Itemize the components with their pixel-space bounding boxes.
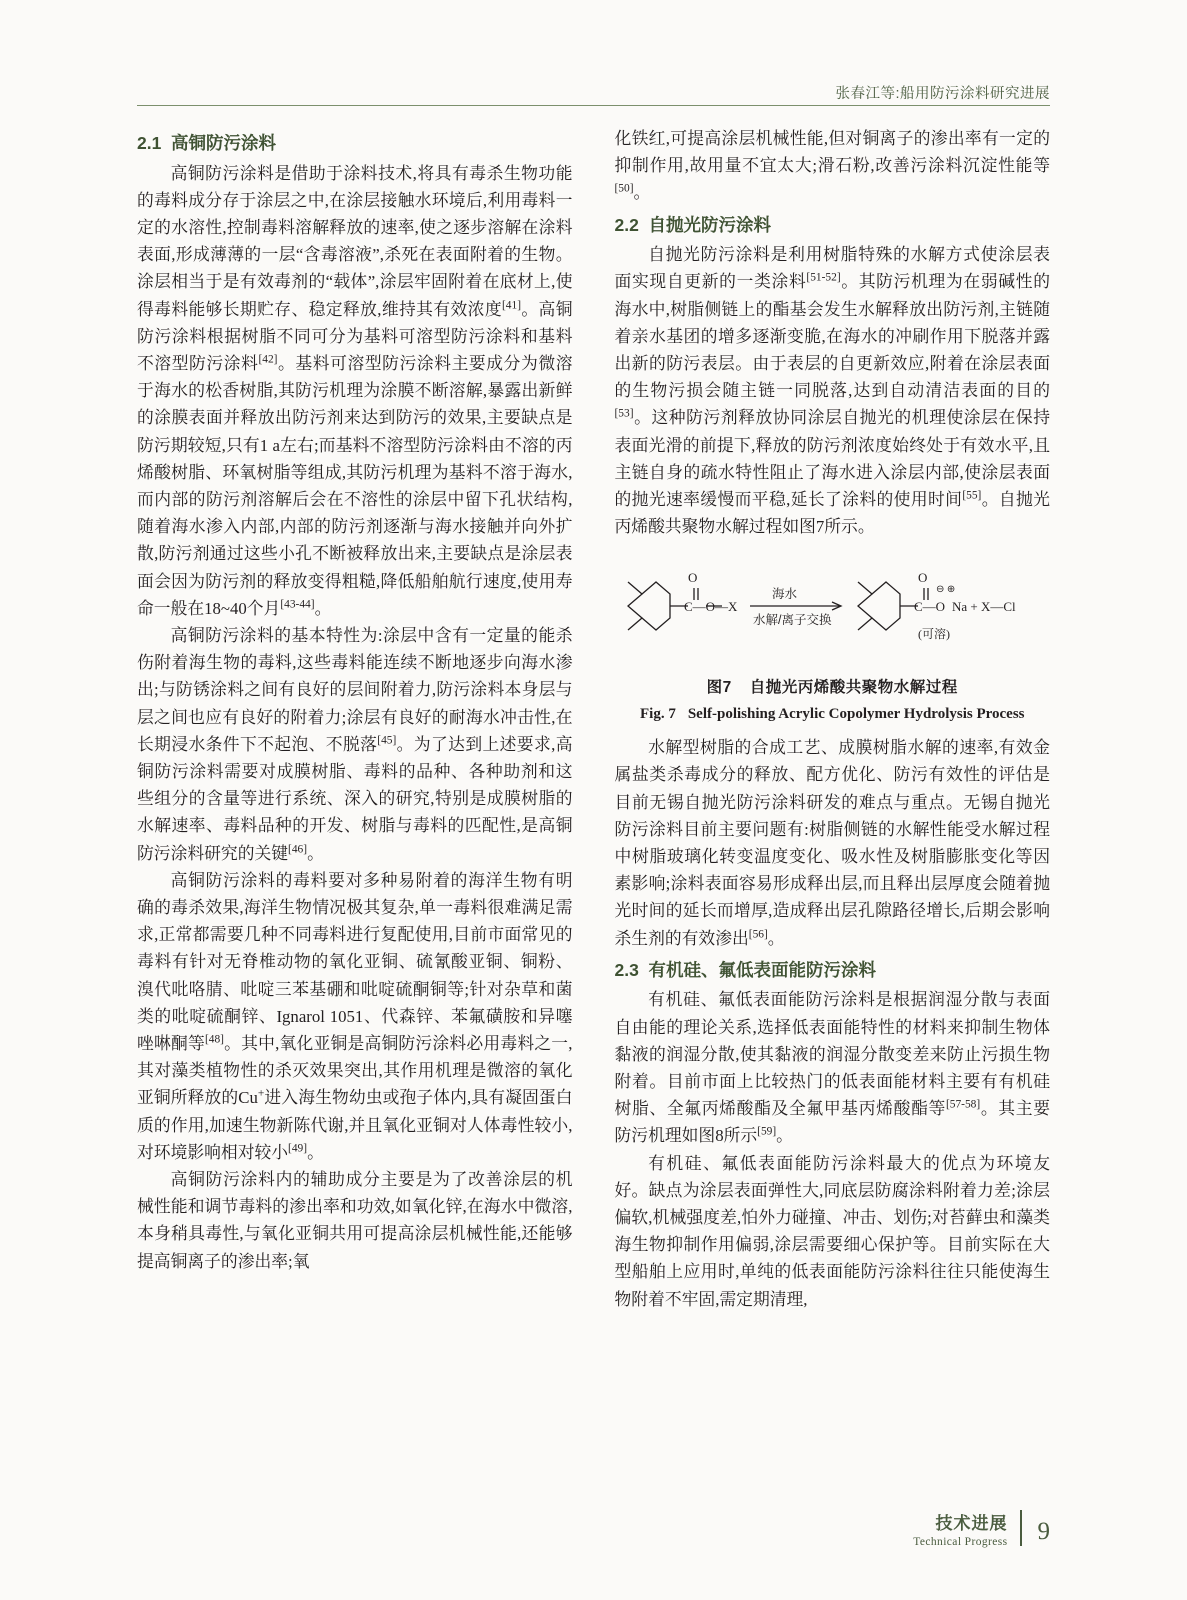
arrow-label-above: 海水 bbox=[772, 587, 798, 602]
carbonyl-oxygen-right: O bbox=[918, 570, 928, 586]
paragraph: 自抛光防污涂料是利用树脂特殊的水解方式使涂层表面实现自更新的一类涂料[51-52]。其防污机理为在弱碱性的海水中,树脂侧链上的酯基会发生水解释放出防污剂,主链随着亲水基团的增多逐渐变脆,在海水的冲刷作用下脱落并露出新的防污表层。由于表层的自更新效应,附着在涂层表面的生物污损会随主链一同脱落,达到自动清洁表面的目的[53]。这种防污剂释放协同涂层自抛光的机理使涂层在保持表面光滑的前提下,释放的防污剂浓度始终处于有效水平,且主链自身的疏水特性阻止了海水进入涂层内部,使涂层表面的抛光速率缓慢而平稳,延长了涂料的使用时间[55]。自抛光丙烯酸共聚物水解过程如图7所示。 bbox=[614, 245, 1050, 537]
section-number: 2.2 bbox=[614, 214, 639, 235]
section-title: 自抛光防污涂料 bbox=[648, 214, 771, 235]
paragraph: 高铜防污涂料是借助于涂料技术,将具有毒杀生物功能的毒料成分存于涂层之中,在涂层接触水环境后,利用毒料一定的水溶性,控制毒料溶解释放的速率,使之逐步溶解在涂料表面,形成薄薄的一层“含毒溶液”,杀死在表面附着的生物。涂层相当于是有效毒剂的“载体”,涂层牢固附着在底材上,使得毒料能够长期贮存、稳定释放,维持其有效浓度[41]。高铜防污涂料根据树脂不同可分为基料可溶型防污涂料和基料不溶型防污涂料[42]。基料可溶型防污涂料主要成分为微溶于海水的松香树脂,其防污机理为涂膜不断溶解,暴露出新鲜的涂膜表面并释放出防污剂来达到防污的效果,主要缺点是防污期较短,只有1 a左右;而基料不溶型防污涂料由不溶的丙烯酸树脂、环氧树脂等组成,其防污机理为基料不溶于海水,而内部的防污剂溶解后会在不溶性的涂层中留下孔状结构,随着海水渗入内部,内部的防污剂逐渐与海水接触并向外扩散,防污剂通过这些小孔不断被释放出来,主要缺点是涂层表面会因为防污剂的释放变得粗糙,降低船舶航行速度,使用寿命一般在18~40个月[43-44]。 bbox=[137, 163, 573, 618]
section-heading-2-2 bbox=[615, 213, 1051, 238]
figure-label-cn: 图7 bbox=[706, 679, 732, 697]
paragraph: 水解型树脂的合成工艺、成膜树脂水解的速率,有效金属盐类杀毒成分的释放、配方优化、防污有效性的评估是目前无锡自抛光防污涂料研发的难点与重点。无锡自抛光防污涂料目前主要问题有:树脂侧链的水解性能受水解过程中树脂玻璃化转变温度变化、吸水性及树脂膨胀变化等因素影响;涂料表面容易形成释出层,而且释出层厚度会随着抛光时间的延长而增厚,造成释出层孔隙路径增长,后期会影响杀生剂的有效渗出[56]。 bbox=[614, 738, 1050, 948]
section-heading-2-3 bbox=[615, 958, 1051, 983]
section-number: 2.3 bbox=[614, 959, 639, 980]
arrow-label-below: 水解/离子交换 bbox=[753, 613, 832, 628]
figure-title-en: Self-polishing Acrylic Copolymer Hydrolysis Process bbox=[687, 706, 1025, 723]
section-heading-2-1 bbox=[137, 131, 573, 156]
footer-label-cn: 技术进展 bbox=[935, 1514, 1008, 1533]
hydrolysis-scheme-graphic bbox=[622, 554, 1042, 659]
footer-divider bbox=[1020, 1510, 1022, 1546]
left-column bbox=[137, 125, 573, 1480]
paragraph: 有机硅、氟低表面能防污涂料最大的优点为环境友好。缺点为涂层表面弹性大,同底层防腐涂料附着力差;涂层偏软,机械强度差,怕外力碰撞、冲击、划伤;对苔藓虫和藻类海生物抑制作用偏弱,涂层需要细心保护等。目前实际在大型船舶上应用时,单纯的低表面能防污涂料往往只能使海生物附着不牢固,需定期清理, bbox=[614, 1153, 1050, 1309]
figure-label-en: Fig. 7 bbox=[639, 706, 676, 723]
paragraph-continuation: 化铁红,可提高涂层机械性能,但对铜离子的渗出率有一定的抑制作用,故用量不宜太大;滑石粉,改善污涂料沉淀性能等[50]。 bbox=[614, 129, 1050, 203]
paragraph: 高铜防污涂料的基本特性为:涂层中含有一定量的能杀伤附着海生物的毒料,这些毒料能连续不断地逐步向海水渗出;与防锈涂料之间有良好的层间附着力,防污涂料本身层与层之间也应有良好的附着力;涂层有良好的耐海水冲击性,在长期浸水条件下不起泡、不脱落[45]。为了达到上述要求,高铜防污涂料需要对成膜树脂、毒料的品种、各种助剂和这些组分的含量等进行系统、深入的研究,特别是成膜树脂的水解速率、毒料品种的开发、树脂与毒料的匹配性,是高铜防污涂料研究的关键[46]。 bbox=[137, 625, 573, 863]
figure-caption-cn bbox=[615, 675, 1051, 700]
page-number: 9 bbox=[1037, 1518, 1050, 1545]
soluble-note: (可溶) bbox=[918, 627, 951, 642]
section-number: 2.1 bbox=[137, 133, 162, 153]
header-rule bbox=[137, 105, 1050, 106]
figure-caption-en bbox=[615, 704, 1051, 726]
paragraph: 高铜防污涂料的毒料要对多种易附着的海洋生物有明确的毒杀效果,海洋生物情况极其复杂,单一毒料很难满足需求,正常都需要几种不同毒料进行复配使用,目前市面常见的毒料有针对无脊椎动物的氧化亚铜、硫氰酸亚铜、铜粉、溴代吡咯腈、吡啶三苯基硼和吡啶硫酮铜等;针对杂草和菌类的吡啶硫酮锌、Ignarol 1051、代森锌、苯氟磺胺和异噻唑啉酮等[48]。其中,氧化亚铜是高铜防污涂料必用毒料之一,其对藻类植物性的杀灭效果突出,其作用机理是微溶的氧化亚铜所释放的Cu+进入海生物幼虫或孢子体内,具有凝固蛋白质的作用,加速生物新陈代谢,并且氧化亚铜对人体毒性较小,对环境影响相对较小[49]。 bbox=[137, 870, 573, 1162]
paragraph: 高铜防污涂料内的辅助成分主要是为了改善涂层的机械性能和调节毒料的渗出率和功效,如氧化锌,在海水中微溶,本身稍具毒性,与氧化亚铜共用可提高涂层机械性能,还能够提高铜离子的渗出率;氧 bbox=[137, 1170, 573, 1271]
page-columns bbox=[137, 125, 1050, 1480]
right-column bbox=[615, 125, 1051, 1480]
charge-labels: ⊖ ⊕ bbox=[936, 584, 956, 596]
figure-title-cn: 自抛光丙烯酸共聚物水解过程 bbox=[749, 679, 958, 697]
carbonyl-oxygen-left: O bbox=[688, 570, 698, 586]
carboxylate-group-right: C—O bbox=[914, 599, 946, 615]
section-title: 有机硅、氟低表面能防污涂料 bbox=[648, 959, 876, 980]
paragraph: 有机硅、氟低表面能防污涂料是根据润湿分散与表面自由能的理论关系,选择低表面能特性的材料来抑制生物体黏液的润湿分散,使其黏液的润湿分散变差来防止污损生物附着。目前市面上比较热门的低表面能材料主要有有机硅树脂、全氟丙烯酸酯及全氟甲基丙烯酸酯等[57-58]。其主要防污机理如图8所示[59]。 bbox=[614, 990, 1050, 1146]
running-head: 张春江等:船用防污涂料研究进展 bbox=[835, 86, 1050, 102]
section-title: 高铜防污涂料 bbox=[171, 133, 276, 153]
hydrolysis-products: Na + X—Cl bbox=[952, 599, 1016, 615]
page-footer bbox=[913, 1509, 1050, 1548]
footer-label-en: Technical Progress bbox=[913, 1536, 1008, 1548]
footer-section-label bbox=[913, 1509, 1007, 1548]
figure-7 bbox=[615, 554, 1051, 726]
ester-group-left: C—O—X bbox=[684, 599, 738, 615]
